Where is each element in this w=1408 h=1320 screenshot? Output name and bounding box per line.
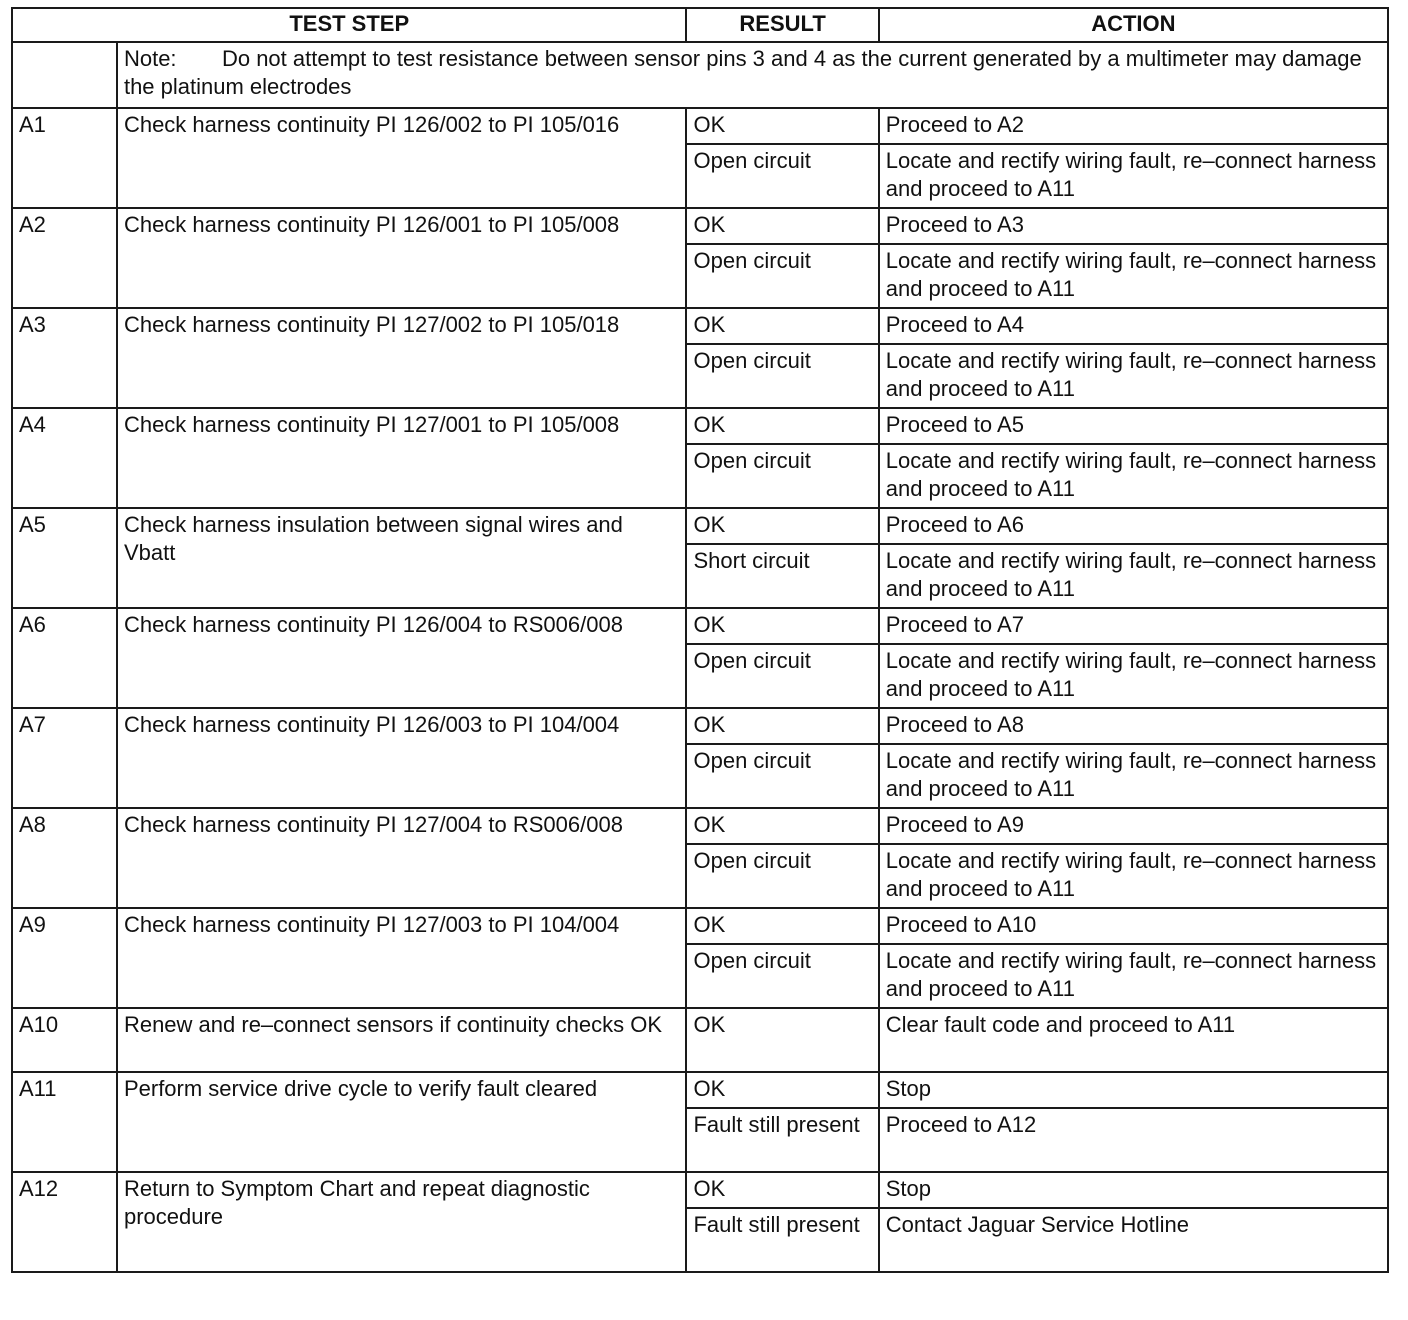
result-cell: Fault still present — [686, 1208, 878, 1272]
result-cell: OK — [686, 108, 878, 144]
result-cell: OK — [686, 708, 878, 744]
diagnostic-sheet — [11, 7, 1389, 1273]
action-cell: Proceed to A2 — [879, 108, 1388, 144]
step-description-cell: Return to Symptom Chart and repeat diagnostic procedure — [117, 1172, 687, 1272]
step-id-cell: A2 — [12, 208, 117, 308]
result-cell: OK — [686, 508, 878, 544]
action-cell: Locate and rectify wiring fault, re–connect harness and proceed to A11 — [879, 644, 1388, 708]
header-result: RESULT — [686, 8, 878, 42]
result-cell: Open circuit — [686, 744, 878, 808]
action-cell: Proceed to A7 — [879, 608, 1388, 644]
step-description-cell: Check harness continuity PI 127/002 to PI 105/018 — [117, 308, 687, 408]
action-cell: Proceed to A8 — [879, 708, 1388, 744]
step-description-cell: Perform service drive cycle to verify fault cleared — [117, 1072, 687, 1172]
result-cell: OK — [686, 208, 878, 244]
result-cell: OK — [686, 1072, 878, 1108]
step-id-cell: A7 — [12, 708, 117, 808]
action-cell: Proceed to A10 — [879, 908, 1388, 944]
step-description-cell: Check harness continuity PI 126/001 to PI 105/008 — [117, 208, 687, 308]
table-row — [12, 1008, 1388, 1072]
result-cell: Fault still present — [686, 1108, 878, 1172]
result-cell: OK — [686, 1172, 878, 1208]
header-action: ACTION — [879, 8, 1388, 42]
table-row — [12, 408, 1388, 444]
table-row — [12, 308, 1388, 344]
step-description-cell: Renew and re–connect sensors if continuity checks OK — [117, 1008, 687, 1072]
table-row — [12, 808, 1388, 844]
action-cell: Proceed to A9 — [879, 808, 1388, 844]
diagnostic-table — [11, 7, 1389, 1273]
table-row — [12, 608, 1388, 644]
note-spacer-cell — [12, 42, 117, 108]
step-id-cell: A5 — [12, 508, 117, 608]
table-header-row — [12, 8, 1388, 42]
step-id-cell: A12 — [12, 1172, 117, 1272]
step-description-cell: Check harness continuity PI 126/003 to PI 104/004 — [117, 708, 687, 808]
header-test-step: TEST STEP — [12, 8, 686, 42]
note-text: Do not attempt to test resistance between sensor pins 3 and 4 as the current generated by a multimeter may damage the platinum electrodes — [123, 46, 1362, 99]
step-id-cell: A6 — [12, 608, 117, 708]
action-cell: Proceed to A12 — [879, 1108, 1388, 1172]
note-row — [12, 42, 1388, 108]
action-cell: Locate and rectify wiring fault, re–connect harness and proceed to A11 — [879, 244, 1388, 308]
step-description-cell: Check harness continuity PI 127/001 to PI 105/008 — [117, 408, 687, 508]
action-cell: Locate and rectify wiring fault, re–connect harness and proceed to A11 — [879, 444, 1388, 508]
table-row — [12, 108, 1388, 144]
action-cell: Locate and rectify wiring fault, re–connect harness and proceed to A11 — [879, 544, 1388, 608]
table-row — [12, 908, 1388, 944]
result-cell: Open circuit — [686, 144, 878, 208]
action-cell: Proceed to A3 — [879, 208, 1388, 244]
table-row — [12, 1172, 1388, 1208]
note-cell — [117, 42, 1388, 108]
table-row — [12, 508, 1388, 544]
action-cell: Proceed to A6 — [879, 508, 1388, 544]
action-cell: Clear fault code and proceed to A11 — [879, 1008, 1388, 1072]
step-id-cell: A11 — [12, 1072, 117, 1172]
table-row — [12, 708, 1388, 744]
step-id-cell: A1 — [12, 108, 117, 208]
result-cell: Open circuit — [686, 244, 878, 308]
result-cell: Open circuit — [686, 844, 878, 908]
action-cell: Locate and rectify wiring fault, re–connect harness and proceed to A11 — [879, 844, 1388, 908]
step-id-cell: A9 — [12, 908, 117, 1008]
action-cell: Stop — [879, 1172, 1388, 1208]
result-cell: Short circuit — [686, 544, 878, 608]
result-cell: Open circuit — [686, 944, 878, 1008]
result-cell: Open circuit — [686, 344, 878, 408]
action-cell: Proceed to A4 — [879, 308, 1388, 344]
step-description-cell: Check harness insulation between signal wires and Vbatt — [117, 508, 687, 608]
result-cell: Open circuit — [686, 444, 878, 508]
result-cell: OK — [686, 808, 878, 844]
step-id-cell: A3 — [12, 308, 117, 408]
result-cell: Open circuit — [686, 644, 878, 708]
step-description-cell: Check harness continuity PI 126/004 to RS006/008 — [117, 608, 687, 708]
result-cell: OK — [686, 1008, 878, 1072]
step-description-cell: Check harness continuity PI 127/004 to RS006/008 — [117, 808, 687, 908]
table-row — [12, 208, 1388, 244]
action-cell: Locate and rectify wiring fault, re–connect harness and proceed to A11 — [879, 144, 1388, 208]
action-cell: Locate and rectify wiring fault, re–connect harness and proceed to A11 — [879, 744, 1388, 808]
action-cell: Proceed to A5 — [879, 408, 1388, 444]
step-id-cell: A4 — [12, 408, 117, 508]
note-label: Note: — [123, 46, 177, 71]
step-id-cell: A8 — [12, 808, 117, 908]
result-cell: OK — [686, 408, 878, 444]
action-cell: Contact Jaguar Service Hotline — [879, 1208, 1388, 1272]
step-description-cell: Check harness continuity PI 127/003 to PI 104/004 — [117, 908, 687, 1008]
action-cell: Stop — [879, 1072, 1388, 1108]
result-cell: OK — [686, 908, 878, 944]
result-cell: OK — [686, 608, 878, 644]
step-description-cell: Check harness continuity PI 126/002 to PI 105/016 — [117, 108, 687, 208]
action-cell: Locate and rectify wiring fault, re–connect harness and proceed to A11 — [879, 344, 1388, 408]
result-cell: OK — [686, 308, 878, 344]
table-row — [12, 1072, 1388, 1108]
action-cell: Locate and rectify wiring fault, re–connect harness and proceed to A11 — [879, 944, 1388, 1008]
step-id-cell: A10 — [12, 1008, 117, 1072]
